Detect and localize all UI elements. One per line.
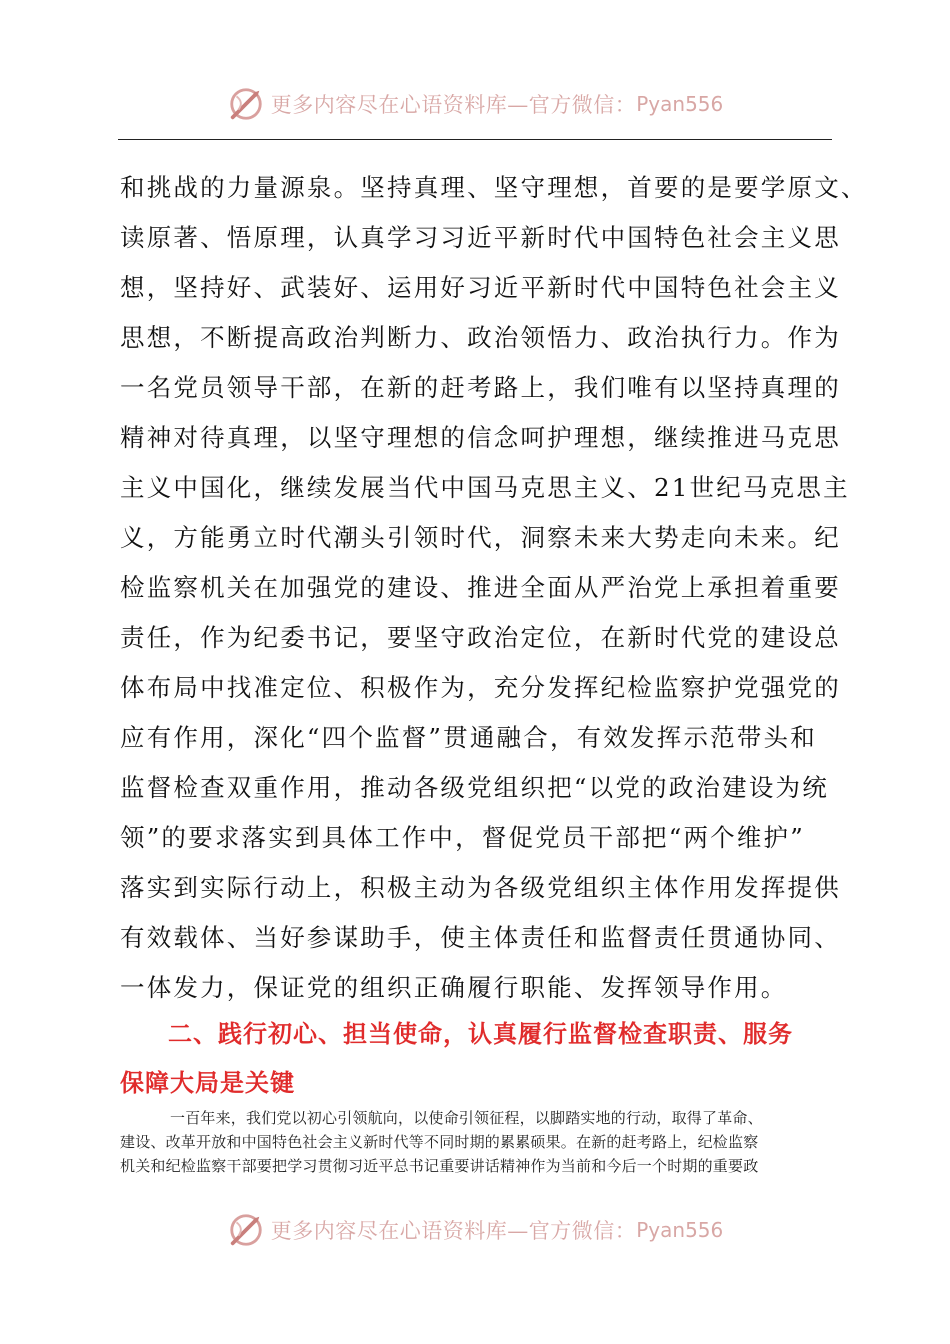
body-line: 落实到实际行动上，积极主动为各级党组织主体作用发挥提供	[120, 873, 841, 902]
watermark-wrap	[227, 85, 724, 123]
body-text	[120, 163, 868, 1013]
footer-watermark	[0, 1208, 950, 1252]
watermark-wrap	[227, 1211, 724, 1249]
small-line: 建设、改革开放和中国特色社会主义新时代等不同时期的累累硕果。在新的赶考路上，纪检监察	[120, 1133, 759, 1151]
watermark-handle: Pyan556	[636, 1218, 724, 1242]
section-heading: 二、践行初心、担当使命，认真履行监督检查职责、服务	[168, 1020, 793, 1048]
body-line: 精神对待真理，以坚守理想的信念呵护理想，继续推进马克思	[120, 423, 841, 452]
body-line: 体布局中找准定位、积极作为，充分发挥纪检监察护党强党的	[120, 673, 841, 702]
watermark-text: 更多内容尽在心语资料库—官方微信：	[270, 93, 637, 117]
body-line: 一名党员领导干部，在新的赶考路上，我们唯有以坚持真理的	[120, 373, 841, 402]
small-line: 机关和纪检监察干部要把学习贯彻习近平总书记重要讲话精神作为当前和今后一个时期的重要政	[120, 1157, 759, 1175]
body-line: 检监察机关在加强党的建设、推进全面从严治党上承担着重要	[120, 573, 841, 602]
header-rule	[118, 139, 832, 140]
body-line: 和挑战的力量源泉。坚持真理、坚守理想，首要的是要学原文、	[120, 173, 868, 202]
body-line: 思想，不断提高政治判断力、政治领悟力、政治执行力。作为	[120, 323, 841, 352]
header-watermark	[0, 82, 950, 126]
body-line: 有效载体、当好参谋助手，使主体责任和监督责任贯通协同、	[120, 923, 841, 952]
body-line: 一体发力，保证党的组织正确履行职能、发挥领导作用。	[120, 973, 788, 1002]
body-line: 义，方能勇立时代潮头引领时代，洞察未来大势走向未来。纪	[120, 523, 841, 552]
body-line: 监督检查双重作用，推动各级党组织把“以党的政治建设为统	[120, 773, 829, 802]
watermark-handle: Pyan556	[636, 92, 724, 116]
body-line: 责任，作为纪委书记，要坚守政治定位，在新时代党的建设总	[120, 623, 841, 652]
body-line: 应有作用，深化“四个监督”贯通融合，有效发挥示范带头和	[120, 723, 817, 752]
pen-logo-icon	[227, 85, 265, 123]
body-line: 主义中国化，继续发展当代中国马克思主义、21世纪马克思主	[120, 473, 850, 502]
small-line: 一百年来，我们党以初心引领航向，以使命引领征程，以脚踏实地的行动，取得了革命、	[170, 1109, 763, 1127]
watermark-text: 更多内容尽在心语资料库—官方微信：	[270, 1219, 637, 1243]
body-line: 想，坚持好、武装好、运用好习近平新时代中国特色社会主义	[120, 273, 841, 302]
body-line: 读原著、悟原理，认真学习习近平新时代中国特色社会主义思	[120, 223, 841, 252]
section-heading-continued: 保障大局是关键	[120, 1069, 295, 1097]
pen-logo-icon	[227, 1211, 265, 1249]
body-line: 领”的要求落实到具体工作中，督促党员干部把“两个维护”	[120, 823, 805, 852]
small-paragraph	[120, 1106, 832, 1178]
